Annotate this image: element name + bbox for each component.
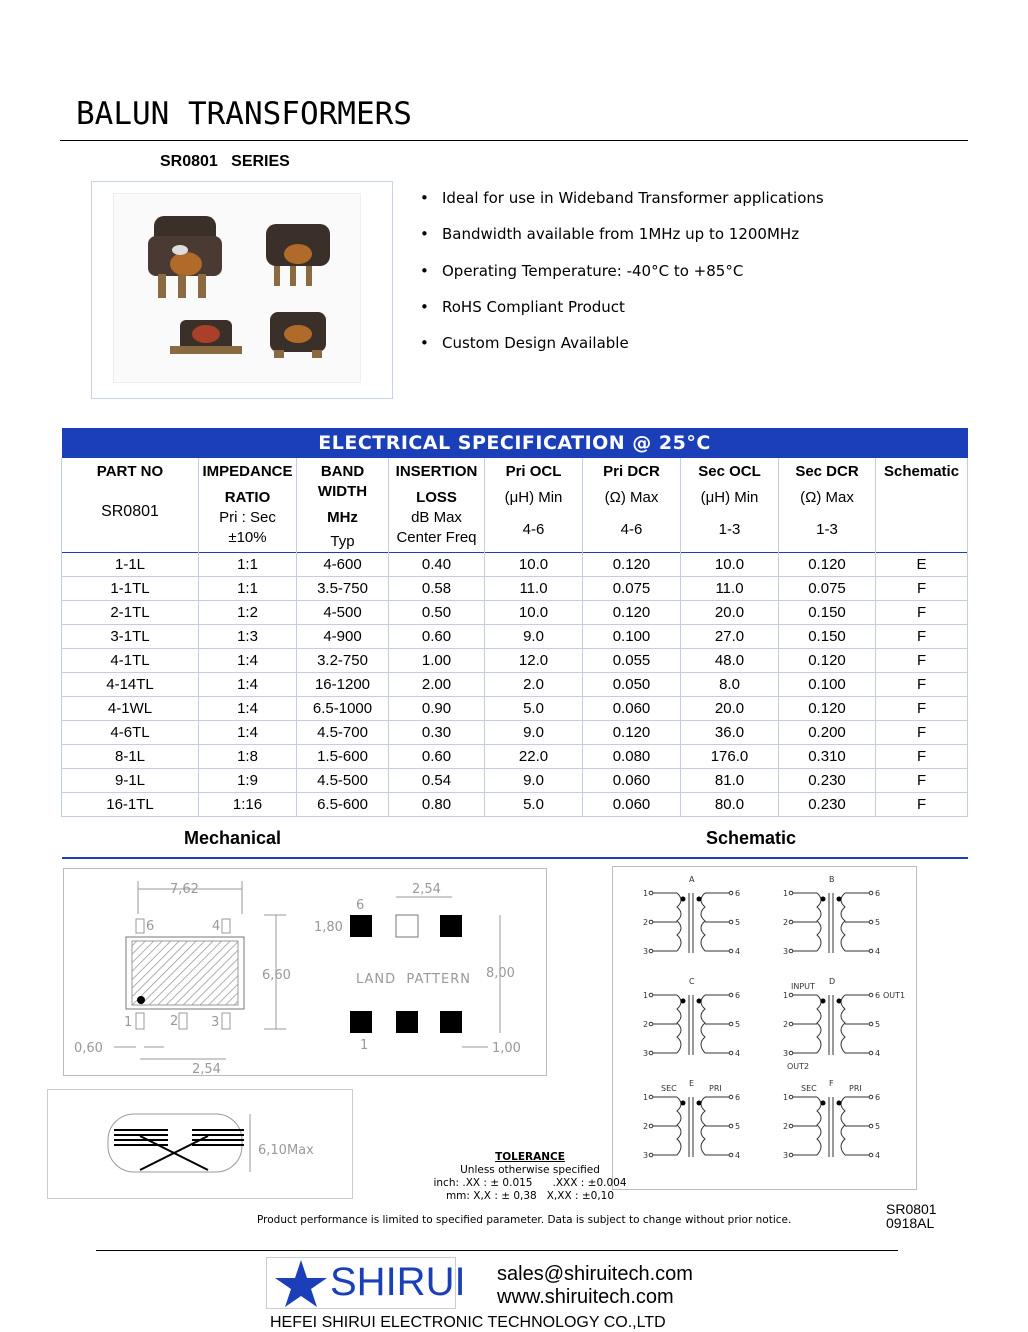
coil <box>677 893 681 951</box>
pin-terminal <box>649 1051 653 1055</box>
polarity-dot <box>837 1101 842 1106</box>
table-cell: 1:4 <box>199 673 297 697</box>
table-cell: 4-1TL <box>62 649 199 673</box>
table-cell: 9.0 <box>485 721 583 745</box>
coil <box>701 893 705 951</box>
table-cell: 4-1WL <box>62 697 199 721</box>
pin-terminal <box>649 920 653 924</box>
pin-label: 1 <box>783 1093 789 1102</box>
table-cell: 0.100 <box>583 625 681 649</box>
pin-terminal <box>649 1124 653 1128</box>
table-cell: 0.080 <box>583 745 681 769</box>
table-cell: 20.0 <box>681 697 779 721</box>
schematic-diagrams <box>612 866 917 1190</box>
table-cell: 8.0 <box>681 673 779 697</box>
table-cell: 0.100 <box>779 673 876 697</box>
table-row <box>62 769 968 793</box>
tolerance-block: TOLERANCE Unless otherwise specified inch: .XX : ± 0.015 .XXX : ±0.004 mm: X,X : ± 0,38 X,XX : ±0,10 <box>380 1151 680 1203</box>
table-cell: 16-1200 <box>297 673 389 697</box>
pin-label: 3 <box>783 947 789 956</box>
pin-label: 2 <box>170 1014 179 1029</box>
table-row <box>62 625 968 649</box>
pin-terminal <box>729 920 733 924</box>
table-cell: 27.0 <box>681 625 779 649</box>
out2-label: OUT2 <box>787 1062 810 1071</box>
pin-terminal <box>789 920 793 924</box>
table-cell: 1:2 <box>199 601 297 625</box>
coil <box>701 995 705 1053</box>
table-cell: F <box>876 649 968 673</box>
table-row <box>62 601 968 625</box>
table-row <box>62 745 968 769</box>
column-header: Schematic <box>876 458 968 553</box>
schematic-label: A <box>689 875 695 884</box>
dim-lp-pad: 1,80 <box>314 920 343 935</box>
column-header: Sec OCL (μH) Min 1-3 <box>681 458 779 553</box>
pin-terminal <box>869 1051 873 1055</box>
pin-label: 1 <box>783 889 789 898</box>
table-row <box>62 649 968 673</box>
pin-terminal <box>649 993 653 997</box>
schematic-label: B <box>829 875 835 884</box>
pin-terminal <box>729 1095 733 1099</box>
pin-terminal <box>869 993 873 997</box>
website-link[interactable]: www.shiruitech.com <box>497 1286 674 1308</box>
pin-label: 6 <box>875 1093 881 1102</box>
table-cell: 9-1L <box>62 769 199 793</box>
pin-label: 1 <box>643 1093 649 1102</box>
polarity-dot <box>697 1101 702 1106</box>
title-divider <box>60 140 968 141</box>
pin-label: 2 <box>783 1122 789 1131</box>
table-cell: 20.0 <box>681 601 779 625</box>
pin-label: 5 <box>875 918 881 927</box>
list-item: • Bandwidth available from 1MHz up to 1200MHz <box>420 225 800 244</box>
table-cell: 6.5-600 <box>297 793 389 817</box>
pin-terminal <box>649 891 653 895</box>
table-cell: 0.075 <box>583 577 681 601</box>
pin-terminal <box>649 1095 653 1099</box>
pin-label: 4 <box>212 919 221 934</box>
table-cell: 0.150 <box>779 601 876 625</box>
pin-label: 5 <box>875 1122 881 1131</box>
land-pattern-label: LAND PATTERN <box>356 972 471 987</box>
pin-label: 6 <box>875 991 881 1000</box>
table-cell: 176.0 <box>681 745 779 769</box>
table-cell: 0.075 <box>779 577 876 601</box>
table-cell: 0.200 <box>779 721 876 745</box>
pin-terminal <box>729 1153 733 1157</box>
column-header: Pri DCR (Ω) Max 4-6 <box>583 458 681 553</box>
pin-label: 1 <box>783 991 789 1000</box>
pin-terminal <box>789 1022 793 1026</box>
table-cell: 1-1TL <box>62 577 199 601</box>
coil <box>817 1097 821 1155</box>
table-cell: 0.120 <box>779 649 876 673</box>
table-cell: 0.150 <box>779 625 876 649</box>
table-cell: 2.0 <box>485 673 583 697</box>
pin-terminal <box>789 1153 793 1157</box>
pin-label: 4 <box>875 947 881 956</box>
table-cell: 11.0 <box>681 577 779 601</box>
table-row <box>62 577 968 601</box>
table-cell: 2-1TL <box>62 601 199 625</box>
table-cell: 0.80 <box>389 793 485 817</box>
table-cell: F <box>876 625 968 649</box>
table-cell: F <box>876 745 968 769</box>
table-cell: 9.0 <box>485 625 583 649</box>
polarity-dot <box>837 999 842 1004</box>
pin-terminal <box>869 1153 873 1157</box>
section-divider <box>62 857 968 859</box>
table-cell: 9.0 <box>485 769 583 793</box>
polarity-dot <box>821 897 826 902</box>
out1-label: OUT1 <box>883 991 906 1000</box>
table-cell: 0.60 <box>389 625 485 649</box>
column-header: PART NO SR0801 <box>62 458 199 553</box>
footer-divider <box>96 1250 898 1251</box>
table-cell: 48.0 <box>681 649 779 673</box>
pin-label: 3 <box>211 1015 220 1030</box>
table-cell: 1-1L <box>62 553 199 577</box>
pin-terminal <box>869 1095 873 1099</box>
dim-max-height: 6,10Max <box>258 1143 314 1158</box>
polarity-dot <box>837 897 842 902</box>
polarity-dot <box>821 999 826 1004</box>
table-cell: F <box>876 673 968 697</box>
disclaimer: Product performance is limited to specified parameter. Data is subject to change without prior notice. <box>257 1214 792 1226</box>
table-cell: 10.0 <box>485 553 583 577</box>
table-cell: 3.2-750 <box>297 649 389 673</box>
list-item: • RoHS Compliant Product <box>420 297 625 316</box>
pin-label: 4 <box>875 1151 881 1160</box>
product-photo <box>113 193 361 383</box>
table-cell: 5.0 <box>485 793 583 817</box>
pin-label: 2 <box>643 918 649 927</box>
pin-terminal <box>869 949 873 953</box>
pin-terminal <box>869 891 873 895</box>
coil <box>841 995 845 1053</box>
table-cell: 1:1 <box>199 553 297 577</box>
table-row <box>62 721 968 745</box>
pin-label: 6 <box>735 1093 741 1102</box>
table-cell: 10.0 <box>485 601 583 625</box>
table-cell: 0.54 <box>389 769 485 793</box>
coil <box>817 995 821 1053</box>
pin-label: 6 <box>146 919 155 934</box>
table-cell: 0.050 <box>583 673 681 697</box>
table-cell: F <box>876 697 968 721</box>
pin-label: 3 <box>643 1151 649 1160</box>
table-cell: 2.00 <box>389 673 485 697</box>
table-cell: F <box>876 793 968 817</box>
table-cell: 0.58 <box>389 577 485 601</box>
pin-label: 5 <box>875 1020 881 1029</box>
table-cell: 0.055 <box>583 649 681 673</box>
document-code: SR0801 0918AL <box>886 1201 937 1231</box>
table-cell: 1.00 <box>389 649 485 673</box>
table-cell: F <box>876 577 968 601</box>
polarity-dot <box>681 1101 686 1106</box>
table-cell: 1:4 <box>199 649 297 673</box>
pin-label: 2 <box>643 1020 649 1029</box>
pin-terminal <box>649 949 653 953</box>
dim-pin-width: 0,60 <box>74 1041 103 1056</box>
table-cell: 1:8 <box>199 745 297 769</box>
column-header: BAND WIDTH MHz Typ <box>297 458 389 553</box>
lp-pin-label: 1 <box>360 1038 369 1053</box>
pin-terminal <box>649 1022 653 1026</box>
pin-label: 3 <box>783 1151 789 1160</box>
table-cell: 8-1L <box>62 745 199 769</box>
schematic-label: E <box>689 1079 695 1088</box>
logo-text: SHIRUI <box>330 1260 466 1304</box>
schematic-label: D <box>829 977 836 986</box>
table-cell: F <box>876 769 968 793</box>
dim-height: 6,60 <box>262 968 291 983</box>
table-cell: 22.0 <box>485 745 583 769</box>
pin-terminal <box>789 1095 793 1099</box>
table-cell: 81.0 <box>681 769 779 793</box>
pin-label: 5 <box>735 1122 741 1131</box>
table-cell: 4-900 <box>297 625 389 649</box>
pin-label: 4 <box>735 1049 741 1058</box>
table-row <box>62 697 968 721</box>
table-cell: 3.5-750 <box>297 577 389 601</box>
list-item: • Custom Design Available <box>420 334 629 353</box>
schematic-heading: Schematic <box>706 828 797 848</box>
pin-terminal <box>729 1051 733 1055</box>
polarity-dot <box>681 999 686 1004</box>
column-header: Sec DCR (Ω) Max 1-3 <box>779 458 876 553</box>
table-cell: 0.060 <box>583 769 681 793</box>
coil <box>817 893 821 951</box>
table-cell: 0.230 <box>779 769 876 793</box>
table-cell: 11.0 <box>485 577 583 601</box>
table-cell: 0.40 <box>389 553 485 577</box>
pin-label: 1 <box>643 889 649 898</box>
pin-terminal <box>729 993 733 997</box>
table-cell: 0.120 <box>583 553 681 577</box>
schematic-label: F <box>829 1079 834 1088</box>
tolerance-title: TOLERANCE <box>495 1151 565 1163</box>
table-header-row <box>62 458 968 553</box>
table-cell: 1:3 <box>199 625 297 649</box>
pin-label: 6 <box>735 991 741 1000</box>
pin-terminal <box>869 920 873 924</box>
table-cell: 1:16 <box>199 793 297 817</box>
pin-label: 3 <box>643 947 649 956</box>
table-cell: 0.90 <box>389 697 485 721</box>
table-cell: E <box>876 553 968 577</box>
mechanical-heading: Mechanical <box>184 828 282 848</box>
table-cell: 3-1TL <box>62 625 199 649</box>
dim-lp-height: 8,00 <box>486 966 515 981</box>
feature-list <box>420 186 824 367</box>
table-cell: 0.120 <box>583 721 681 745</box>
schematic-label: C <box>689 977 695 986</box>
table-cell: 0.120 <box>779 697 876 721</box>
table-cell: 5.0 <box>485 697 583 721</box>
table-cell: 0.30 <box>389 721 485 745</box>
polarity-dot <box>697 897 702 902</box>
table-cell: 0.310 <box>779 745 876 769</box>
pin-terminal <box>729 891 733 895</box>
coil <box>841 1097 845 1155</box>
pin-label: 6 <box>735 889 741 898</box>
table-cell: 1.5-600 <box>297 745 389 769</box>
pin-terminal <box>789 993 793 997</box>
input-label: INPUT <box>791 982 815 991</box>
email-link[interactable]: sales@shiruitech.com <box>497 1263 693 1285</box>
pin-label: 2 <box>643 1122 649 1131</box>
company-name: HEFEI SHIRUI ELECTRONIC TECHNOLOGY CO.,LTD <box>270 1314 666 1331</box>
table-cell: 0.120 <box>779 553 876 577</box>
table-cell: 4-14TL <box>62 673 199 697</box>
series-label: SR0801 SERIES <box>160 153 290 170</box>
side-view-drawing <box>47 1089 353 1199</box>
table-cell: 0.50 <box>389 601 485 625</box>
dim-lp-pitch: 2,54 <box>412 882 441 897</box>
pin-label: 4 <box>735 947 741 956</box>
table-cell: 1:4 <box>199 697 297 721</box>
column-header: IMPEDANCE RATIO Pri : Sec ±10% <box>199 458 297 553</box>
column-header: Pri OCL (μH) Min 4-6 <box>485 458 583 553</box>
table-cell: F <box>876 601 968 625</box>
dim-lp-gap: 1,00 <box>492 1041 521 1056</box>
pri-label: PRI <box>849 1084 862 1093</box>
sec-label: SEC <box>661 1084 677 1093</box>
page-title: BALUN TRANSFORMERS <box>76 96 412 132</box>
dim-pitch: 2,54 <box>192 1062 221 1075</box>
table-cell: 16-1TL <box>62 793 199 817</box>
table-cell: 80.0 <box>681 793 779 817</box>
pin-label: 5 <box>735 1020 741 1029</box>
table-cell: 4.5-500 <box>297 769 389 793</box>
pin-label: 1 <box>124 1015 133 1030</box>
pin-terminal <box>729 1022 733 1026</box>
table-cell: 4-500 <box>297 601 389 625</box>
table-row <box>62 673 968 697</box>
pin-label: 2 <box>783 918 789 927</box>
table-cell: F <box>876 721 968 745</box>
table-cell: 12.0 <box>485 649 583 673</box>
table-cell: 36.0 <box>681 721 779 745</box>
pin-label: 3 <box>783 1049 789 1058</box>
polarity-dot <box>681 897 686 902</box>
pin-terminal <box>789 1051 793 1055</box>
pin-label: 2 <box>783 1020 789 1029</box>
table-cell: 10.0 <box>681 553 779 577</box>
coil <box>677 1097 681 1155</box>
pin-terminal <box>789 1124 793 1128</box>
lp-pin-label: 6 <box>356 898 365 913</box>
pin-label: 4 <box>875 1049 881 1058</box>
spec-banner: ELECTRICAL SPECIFICATION @ 25°C <box>62 428 968 458</box>
list-item: • Ideal for use in Wideband Transformer applications <box>420 189 824 207</box>
table-cell: 1:4 <box>199 721 297 745</box>
table-cell: 0.230 <box>779 793 876 817</box>
dim-width: 7,62 <box>170 882 199 897</box>
pin-terminal <box>869 1022 873 1026</box>
sec-label: SEC <box>801 1084 817 1093</box>
coil <box>701 1097 705 1155</box>
table-cell: 4-6TL <box>62 721 199 745</box>
pin-label: 4 <box>735 1151 741 1160</box>
polarity-dot <box>821 1101 826 1106</box>
table-row <box>62 553 968 577</box>
coil <box>841 893 845 951</box>
pin-terminal <box>789 949 793 953</box>
table-cell: 0.120 <box>583 601 681 625</box>
electrical-spec-table <box>61 428 968 817</box>
table-row <box>62 793 968 817</box>
pin-terminal <box>729 949 733 953</box>
pin-terminal <box>729 1124 733 1128</box>
coil <box>677 995 681 1053</box>
table-cell: 4-600 <box>297 553 389 577</box>
pin-label: 6 <box>875 889 881 898</box>
table-cell: 0.060 <box>583 697 681 721</box>
list-item: • Operating Temperature: -40°C to +85°C <box>420 261 744 280</box>
column-header: INSERTION LOSS dB Max Center Freq <box>389 458 485 553</box>
pin-label: 3 <box>643 1049 649 1058</box>
polarity-dot <box>697 999 702 1004</box>
table-cell: 0.60 <box>389 745 485 769</box>
pin-terminal <box>869 1124 873 1128</box>
pin-label: 1 <box>643 991 649 1000</box>
table-cell: 1:9 <box>199 769 297 793</box>
mechanical-drawing <box>63 868 547 1076</box>
table-cell: 6.5-1000 <box>297 697 389 721</box>
table-cell: 1:1 <box>199 577 297 601</box>
table-cell: 4.5-700 <box>297 721 389 745</box>
pin-terminal <box>789 891 793 895</box>
table-cell: 0.060 <box>583 793 681 817</box>
pin-label: 5 <box>735 918 741 927</box>
pri-label: PRI <box>709 1084 722 1093</box>
